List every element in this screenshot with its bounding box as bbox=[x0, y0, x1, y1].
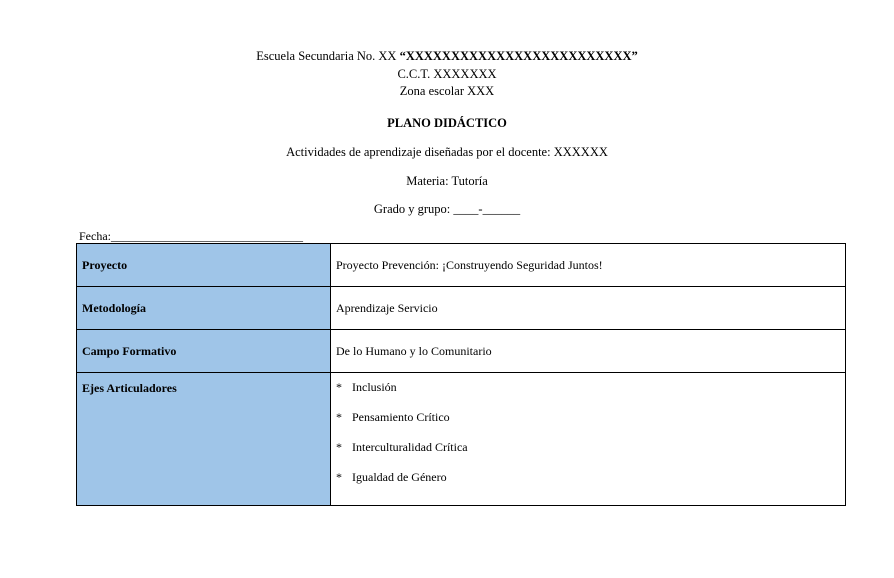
list-item bbox=[336, 409, 845, 439]
eje-label: Pensamiento Crítico bbox=[352, 410, 450, 424]
row-label: Proyecto bbox=[77, 244, 331, 287]
school-name: “XXXXXXXXXXXXXXXXXXXXXXXXX” bbox=[399, 49, 638, 63]
table-row-campo-formativo bbox=[77, 330, 846, 373]
zone-line: Zona escolar XXX bbox=[399, 84, 495, 98]
bullet-asterisk: * bbox=[336, 470, 342, 484]
ejes-list bbox=[331, 373, 846, 506]
row-value: Proyecto Prevención: ¡Construyendo Seguridad Juntos! bbox=[331, 244, 846, 287]
row-label: Metodología bbox=[77, 287, 331, 330]
list-item bbox=[336, 379, 845, 409]
plan-table bbox=[76, 243, 846, 506]
eje-label: Interculturalidad Crítica bbox=[352, 440, 468, 454]
bullet-asterisk: * bbox=[336, 380, 342, 394]
row-value: Aprendizaje Servicio bbox=[331, 287, 846, 330]
date-field: Fecha:________________________________ bbox=[79, 229, 303, 243]
row-value: De lo Humano y lo Comunitario bbox=[331, 330, 846, 373]
cct-line: C.C.T. XXXXXXX bbox=[397, 67, 497, 81]
list-item bbox=[336, 469, 845, 499]
table-row-metodologia bbox=[77, 287, 846, 330]
school-line bbox=[0, 49, 894, 64]
table-row-proyecto bbox=[77, 244, 846, 287]
bullet-asterisk: * bbox=[336, 440, 342, 454]
eje-label: Igualdad de Género bbox=[352, 470, 447, 484]
list-item bbox=[336, 439, 845, 469]
table-row-ejes-articuladores bbox=[77, 373, 846, 506]
row-label: Campo Formativo bbox=[77, 330, 331, 373]
bullet-asterisk: * bbox=[336, 410, 342, 424]
document-title: PLANO DIDÁCTICO bbox=[387, 116, 507, 130]
school-prefix: Escuela Secundaria No. XX bbox=[256, 49, 400, 63]
teacher-line: Actividades de aprendizaje diseñadas por el docente: XXXXXX bbox=[286, 145, 608, 159]
subject-line: Materia: Tutoría bbox=[406, 174, 488, 188]
row-label: Ejes Articuladores bbox=[77, 373, 331, 506]
eje-label: Inclusión bbox=[352, 380, 397, 394]
grade-group-line: Grado y grupo: ____-______ bbox=[373, 202, 521, 216]
